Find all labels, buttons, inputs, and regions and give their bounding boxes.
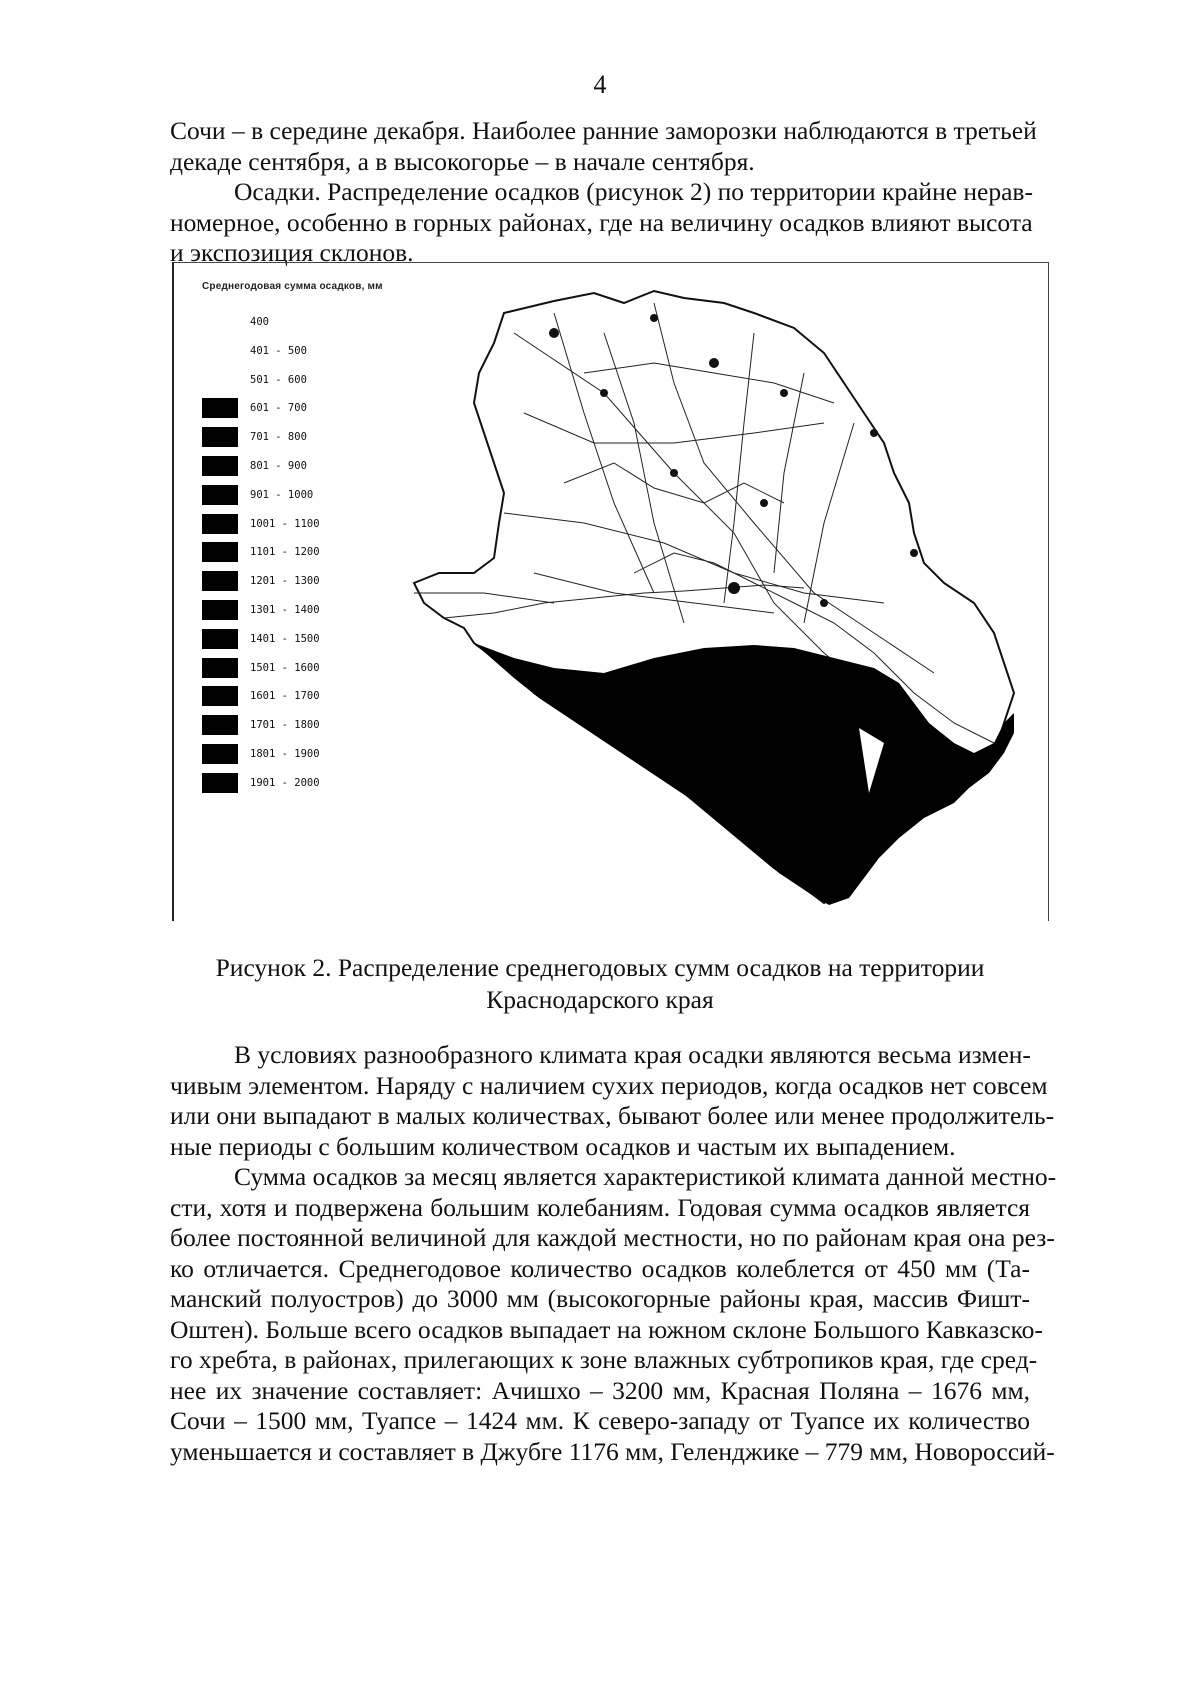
legend-label: 1101 - 1200	[250, 546, 320, 559]
figure-caption	[170, 952, 1030, 1016]
text-line: нее их значение составляет: Ачишхо – 3200 мм, Красная Поляна – 1676 мм,	[170, 1375, 1030, 1405]
legend-swatch	[202, 629, 238, 649]
city-marker	[650, 314, 658, 322]
krasnodar-region-map	[354, 273, 1044, 923]
legend-label: 901 - 1000	[250, 488, 314, 501]
text-line: Оштен). Больше всего осадков выпадает на южном склоне Большого Кавказско-	[170, 1314, 1043, 1344]
city-marker	[780, 389, 788, 397]
legend-swatch	[202, 686, 238, 706]
text-line: ные периоды с большим количеством осадков и частым их выпадением.	[170, 1131, 956, 1161]
text-line: Осадки. Распределение осадков (рисунок 2) по территории крайне нерав-	[234, 177, 1033, 206]
city-marker	[728, 582, 740, 594]
city-marker	[760, 499, 768, 507]
text-line: уменьшается и составляет в Джубге 1176 мм, Геленджике – 779 мм, Новороссий-	[170, 1436, 1055, 1466]
legend-label: 1501 - 1600	[250, 661, 320, 674]
paragraph-4	[170, 1162, 1057, 1467]
legend-swatch	[202, 744, 238, 764]
text-line: более постоянной величиной для каждой местности, но по районам края она рез-	[170, 1223, 1055, 1252]
text-line: Сочи – в середине декабря. Наиболее ранние заморозки наблюдаются в третьей	[170, 116, 1037, 145]
legend-swatch	[202, 658, 238, 678]
legend-swatch	[202, 427, 238, 447]
city-marker	[910, 549, 918, 557]
city-marker	[709, 358, 719, 368]
text-line: сти, хотя и подвержена большим колебаниям. Годовая сумма осадков является	[170, 1192, 1030, 1222]
legend-label: 1701 - 1800	[250, 719, 320, 732]
paragraph-1	[170, 116, 1037, 177]
city-marker	[670, 469, 678, 477]
text-line: В условиях разнообразного климата края осадки являются весьма измен-	[234, 1040, 1031, 1069]
legend-label: 601 - 700	[250, 402, 307, 415]
legend-swatch	[202, 600, 238, 620]
legend-swatch	[202, 514, 238, 534]
legend-label: 1901 - 2000	[250, 776, 320, 789]
road-network	[414, 303, 934, 693]
legend-label: 801 - 900	[250, 459, 307, 472]
legend-swatch	[202, 571, 238, 591]
legend-swatch	[202, 485, 238, 505]
page-number: 4	[593, 70, 607, 99]
text-line: Сочи – 1500 мм, Туапсе – 1424 мм. К северо-западу от Туапсе их количество	[170, 1406, 1030, 1435]
legend-title: Среднегодовая сумма осадков, мм	[202, 281, 383, 292]
text-line: или они выпадают в малых количествах, бывают более или менее продолжитель-	[170, 1101, 1055, 1130]
legend-swatch	[202, 370, 238, 390]
legend-swatch	[202, 773, 238, 793]
legend-label: 400	[250, 316, 269, 328]
text-line: чивым элементом. Наряду с наличием сухих периодов, когда осадков нет совсем	[170, 1070, 1048, 1100]
legend-label: 1401 - 1500	[250, 632, 320, 645]
legend-swatch	[202, 456, 238, 476]
legend-label: 401 - 500	[250, 344, 307, 357]
legend-label: 1601 - 1700	[250, 690, 320, 703]
text-line: номерное, особенно в горных районах, где на величину осадков влияют высота	[170, 207, 1033, 237]
text-line: ко отличается. Среднегодовое количество осадков колеблется от 450 мм (Та-	[170, 1253, 1030, 1283]
city-marker	[549, 328, 559, 338]
high-precipitation-zone	[474, 643, 1014, 905]
paragraph-2	[170, 177, 1033, 269]
text-line: го хребта, в районах, прилегающих к зоне влажных субтропиков края, где сред-	[170, 1345, 1038, 1374]
text-line: Сумма осадков за месяц является характеристикой климата данной местно-	[234, 1162, 1057, 1191]
legend-label: 1001 - 1100	[250, 517, 320, 530]
legend-swatch	[202, 312, 238, 332]
city-marker	[820, 599, 828, 607]
city-marker	[870, 429, 878, 437]
precipitation-map-figure	[172, 262, 1049, 921]
city-marker	[600, 389, 608, 397]
legend-label: 1801 - 1900	[250, 747, 320, 760]
text-line: манский полуостров) до 3000 мм (высокогорные районы края, массив Фишт-	[170, 1284, 1030, 1313]
legend-swatch	[202, 398, 238, 418]
legend-label: 701 - 800	[250, 431, 307, 444]
caption-line: Краснодарского края	[486, 985, 714, 1014]
paragraph-3	[170, 1040, 1055, 1162]
caption-line: Рисунок 2. Распределение среднегодовых сумм осадков на территории	[215, 953, 985, 982]
text-line: декаде сентября, а в высокогорье – в начале сентября.	[170, 146, 755, 176]
legend-swatch	[202, 715, 238, 735]
legend-label: 1301 - 1400	[250, 603, 320, 616]
legend-swatch	[202, 341, 238, 361]
legend-swatch	[202, 542, 238, 562]
legend-label: 1201 - 1300	[250, 575, 320, 588]
text-line: и экспозиция склонов.	[170, 238, 414, 267]
legend-label: 501 - 600	[250, 373, 307, 386]
